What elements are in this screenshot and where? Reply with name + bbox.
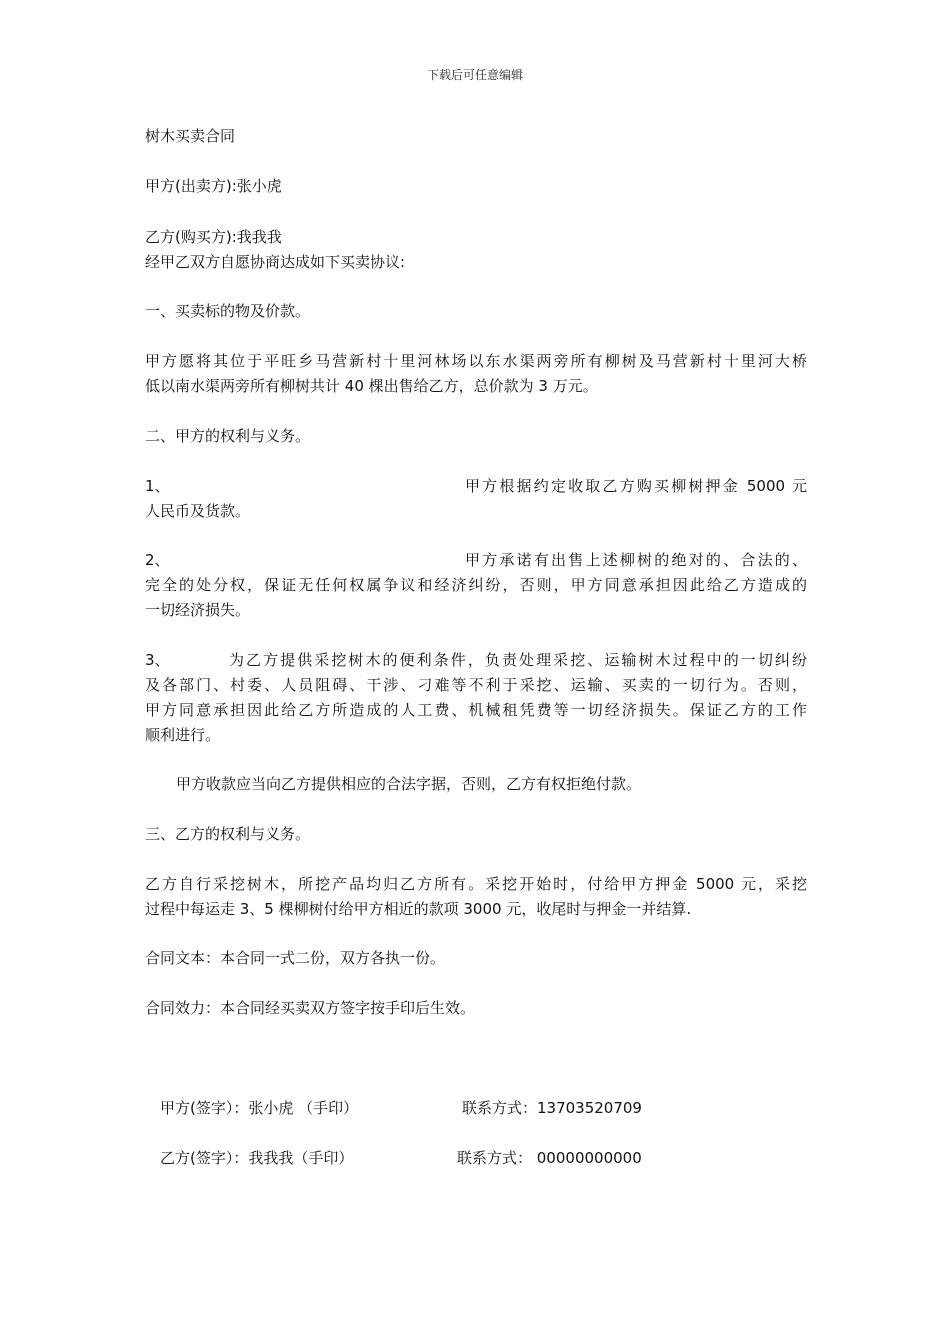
item-line: 甲方承诺有出售上述柳树的绝对的、合法的、	[465, 551, 807, 569]
item-number: 2、	[145, 551, 170, 569]
section2-item-3	[145, 648, 807, 748]
page-header: 下载后可任意编辑	[426, 68, 523, 82]
section2-item-1	[145, 474, 807, 524]
section2-note: 甲方收款应当向乙方提供相应的合法字据，否则，乙方有权拒绝付款。	[176, 775, 642, 793]
item-line: 一切经济损失。	[145, 601, 251, 619]
section1-line: 低以南水渠两旁所有柳树共计 40 棵出售给乙方，总价款为 3 万元。	[145, 377, 598, 395]
item-line: 甲方同意承担因此给乙方所造成的人工费、机械租凭费等一切经济损失。保证乙方的工作	[145, 701, 807, 719]
section3-line: 过程中每运走 3、5 棵柳树付给甲方相近的款项 3000 元，收尾时与押金一并结算.	[145, 900, 692, 918]
intro: 经甲乙双方自愿协商达成如下买卖协议:	[145, 253, 406, 271]
section3-body	[145, 872, 807, 922]
item-line: 为乙方提供采挖树木的便利条件，负责处理采挖、运输树木过程中的一切纠纷	[229, 651, 807, 669]
section1-line: 甲方愿将其位于平旺乡马营新村十里河林场以东水渠两旁所有柳树及马营新村十里河大桥	[145, 352, 807, 370]
item-line: 人民币及货款。	[145, 502, 251, 520]
item-line: 顺利进行。	[145, 726, 221, 744]
item-number: 1、	[145, 477, 170, 495]
party-a: 甲方(出卖方):张小虎	[145, 177, 282, 195]
item-line: 甲方根据约定收取乙方购买柳树押金 5000 元	[465, 477, 807, 495]
party-a-signature: 甲方(签字）：张小虎 （手印）	[160, 1099, 359, 1117]
section1-heading: 一、买卖标的物及价款。	[145, 302, 311, 320]
party-a-contact: 联系方式：13703520709	[462, 1099, 642, 1117]
section3-line: 乙方自行采挖树木，所挖产品均归乙方所有。采挖开始时，付给甲方押金 5000 元，采挖	[145, 875, 807, 893]
section1-body	[145, 349, 807, 399]
item-number: 3、	[145, 651, 170, 669]
contract-effect: 合同效力：本合同经买卖双方签字按手印后生效。	[145, 999, 476, 1017]
party-b-contact: 联系方式： 00000000000	[457, 1149, 642, 1167]
party-b-signature: 乙方(签字）：我我我（手印）	[160, 1149, 354, 1167]
document-title: 树木买卖合同	[145, 127, 236, 145]
section2-heading: 二、甲方的权利与义务。	[145, 427, 311, 445]
contract-text: 合同文本：本合同一式二份，双方各执一份。	[145, 949, 446, 967]
section3-heading: 三、乙方的权利与义务。	[145, 825, 311, 843]
party-b: 乙方(购买方):我我我	[145, 228, 282, 246]
section2-item-2	[145, 548, 807, 623]
item-line: 完全的处分权，保证无任何权属争议和经济纠纷，否则，甲方同意承担因此给乙方造成的	[145, 576, 807, 594]
item-line: 及各部门、村委、人员阻碍、干涉、刁难等不利于采挖、运输、买卖的一切行为。否则，	[145, 676, 807, 694]
